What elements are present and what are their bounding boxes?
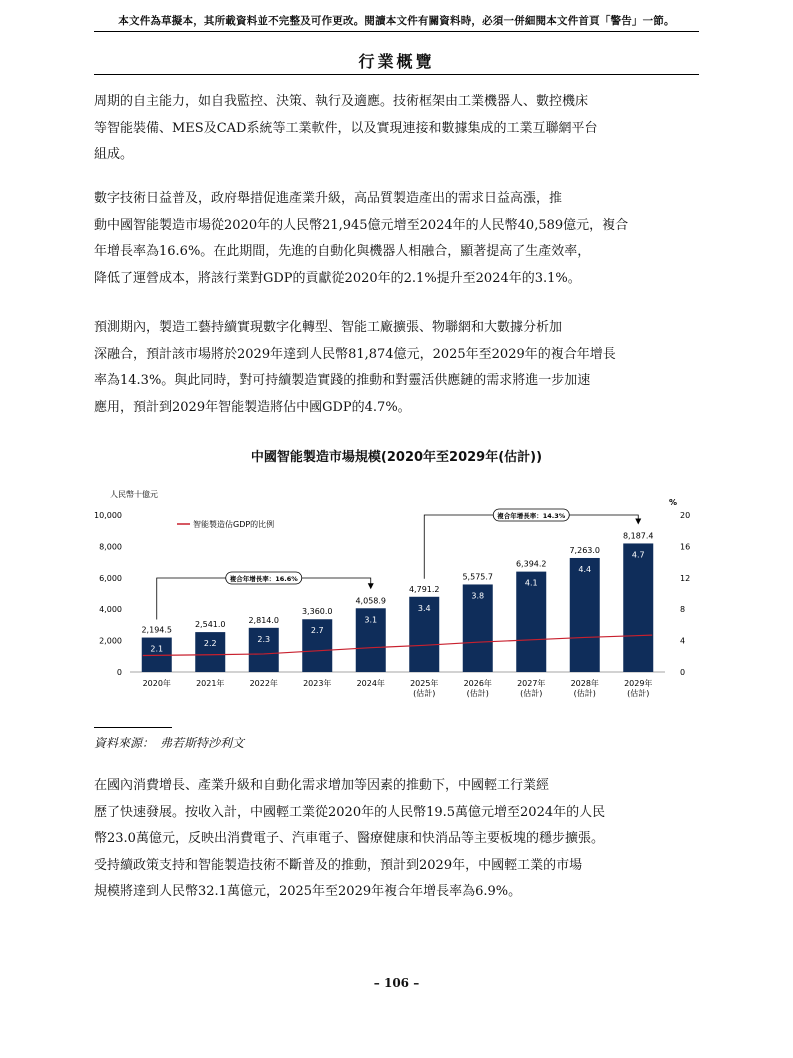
right-tick-label: 16 — [680, 542, 691, 552]
right-tick-label: 0 — [680, 668, 686, 677]
gdp-share-label: 3.8 — [471, 591, 485, 601]
source-rule — [94, 727, 172, 728]
bar-value-label: 2,814.0 — [248, 615, 280, 625]
paragraph-line: 數字技術日益普及，政府舉措促進產業升級，高品質製造產出的需求日益高漲，推 — [94, 191, 563, 206]
gdp-share-label: 4.4 — [578, 564, 592, 574]
x-tick-label: 2020年 — [142, 679, 171, 688]
left-tick-label: 4,000 — [99, 605, 122, 615]
gdp-share-label: 3.1 — [364, 615, 378, 625]
cagr-bracket — [424, 515, 638, 582]
gdp-share-label: 4.7 — [631, 550, 645, 560]
x-tick-label: 2025年 — [410, 679, 439, 688]
paragraph-line: 歷了快速發展。按收入計，中國輕工業從2020年的人民幣19.5萬億元增至2024年的人民 — [94, 804, 606, 820]
left-tick-label: 10,000 — [94, 511, 122, 520]
paragraph-line: 應用，預計到2029年智能製造將佔中國GDP的4.7%。 — [94, 399, 411, 415]
chart-title: 中國智能製造市場規模(2020年至2029年(估計)) — [250, 450, 543, 465]
x-tick-note: (估計) — [413, 689, 436, 698]
cagr-label: 複合年增長率：14.3% — [497, 512, 566, 520]
right-tick-label: 20 — [680, 511, 691, 520]
paragraph-line: 動中國智能製造市場從2020年的人民幣21,945億元增至2024年的人民幣40,589億元，複合 — [94, 217, 629, 233]
x-tick-note: (估計) — [520, 689, 543, 698]
gdp-share-label: 2.3 — [257, 634, 271, 644]
paragraph-line: 規模將達到人民幣32.1萬億元，2025年至2029年複合年增長率為6.9%。 — [94, 884, 522, 899]
bar-value-label: 2,194.5 — [141, 625, 173, 635]
bar — [195, 632, 225, 672]
paragraph-line: 年增長率為16.6%。在此期間，先進的自動化與機器人相融合，顯著提高了生產效率， — [94, 244, 591, 259]
page-number: – 106 – — [373, 976, 420, 990]
bar-value-label: 2,541.0 — [194, 620, 226, 630]
paragraph-line: 組成。 — [94, 147, 134, 162]
x-tick-note: (估計) — [573, 689, 596, 698]
paragraph-line: 周期的自主能力，如自我監控、決策、執行及適應。技術框架由工業機器人、數控機床 — [94, 94, 589, 109]
paragraph-line: 受持續政策支持和智能製造技術不斷普及的推動，預計到2029年，中國輕工業的市場 — [94, 857, 583, 873]
paragraph-line: 在國內消費增長、產業升級和自動化需求增加等因素的推動下，中國輕工行業經 — [94, 778, 550, 793]
right-tick-label: 4 — [680, 636, 686, 646]
left-tick-label: 2,000 — [99, 636, 122, 646]
paragraph-line: 預測期內，製造工藝持續實現數字化轉型、智能工廠擴張、物聯網和大數據分析加 — [94, 320, 563, 335]
gdp-share-label: 2.7 — [310, 626, 324, 636]
left-tick-label: 6,000 — [99, 573, 122, 583]
gdp-share-label: 2.1 — [150, 644, 164, 654]
x-tick-label: 2023年 — [303, 679, 332, 688]
right-tick-label: 8 — [680, 605, 686, 615]
section-title: 行業概覽 — [358, 52, 435, 71]
x-tick-label: 2024年 — [356, 679, 385, 688]
paragraph-line: 幣23.0萬億元，反映出消費電子、汽車電子、醫療健康和快消品等主要板塊的穩步擴張。 — [94, 831, 604, 846]
source-note: 資料來源： 弗若斯特沙利文 — [94, 736, 245, 750]
legend-label: 智能製造佔GDP的比例 — [193, 520, 275, 529]
paragraph-line: 等智能裝備、MES及CAD系統等工業軟件，以及實現連接和數據集成的工業互聯網平台 — [94, 120, 598, 136]
left-axis-title: 人民幣十億元 — [110, 490, 158, 499]
bar-value-label: 8,187.4 — [622, 531, 654, 541]
x-tick-note: (估計) — [627, 689, 650, 698]
gdp-share-label: 3.4 — [417, 603, 431, 613]
paragraph-4 — [94, 773, 699, 906]
paragraph-line: 深融合，預計該市場將於2029年達到人民幣81,874億元，2025年至2029年的複合年增長 — [94, 346, 616, 362]
x-tick-label: 2022年 — [249, 679, 278, 688]
bar-value-label: 4,791.2 — [408, 584, 440, 594]
x-tick-note: (估計) — [466, 689, 489, 698]
paragraph-line: 降低了運營成本，將該行業對GDP的貢獻從2020年的2.1%提升至2024年的3.1%。 — [94, 270, 581, 286]
cagr-arrow — [368, 583, 374, 589]
right-tick-label: 12 — [680, 573, 691, 583]
bar-value-label: 3,360.0 — [301, 607, 333, 617]
paragraph-line: 率為14.3%。與此同時，對可持續製造實踐的推動和對靈活供應鏈的需求將進一步加速 — [94, 373, 591, 388]
bar-value-label: 5,575.7 — [462, 572, 494, 582]
draft-warning: 本文件為草擬本，其所載資料並不完整及可作更改。閱讀本文件有關資料時，必須一併細閱本文件首頁「警告」一節。 — [118, 15, 675, 27]
gdp-share-label: 4.1 — [524, 578, 538, 588]
cagr-arrow — [635, 518, 641, 524]
cagr-label: 複合年增長率：16.6% — [229, 575, 298, 583]
x-tick-label: 2029年 — [624, 679, 653, 688]
left-tick-label: 8,000 — [99, 542, 122, 552]
bar-value-label: 6,394.2 — [515, 559, 547, 569]
left-tick-label: 0 — [116, 668, 122, 677]
x-tick-label: 2027年 — [517, 679, 546, 688]
bar — [623, 543, 653, 672]
bar — [570, 558, 600, 672]
x-tick-label: 2028年 — [570, 679, 599, 688]
bar-value-label: 7,263.0 — [569, 545, 601, 555]
x-tick-label: 2026年 — [463, 679, 492, 688]
gdp-share-label: 2.2 — [203, 639, 217, 649]
bar-value-label: 4,058.9 — [355, 596, 387, 606]
right-axis-title: % — [669, 498, 678, 507]
x-tick-label: 2021年 — [196, 679, 225, 688]
